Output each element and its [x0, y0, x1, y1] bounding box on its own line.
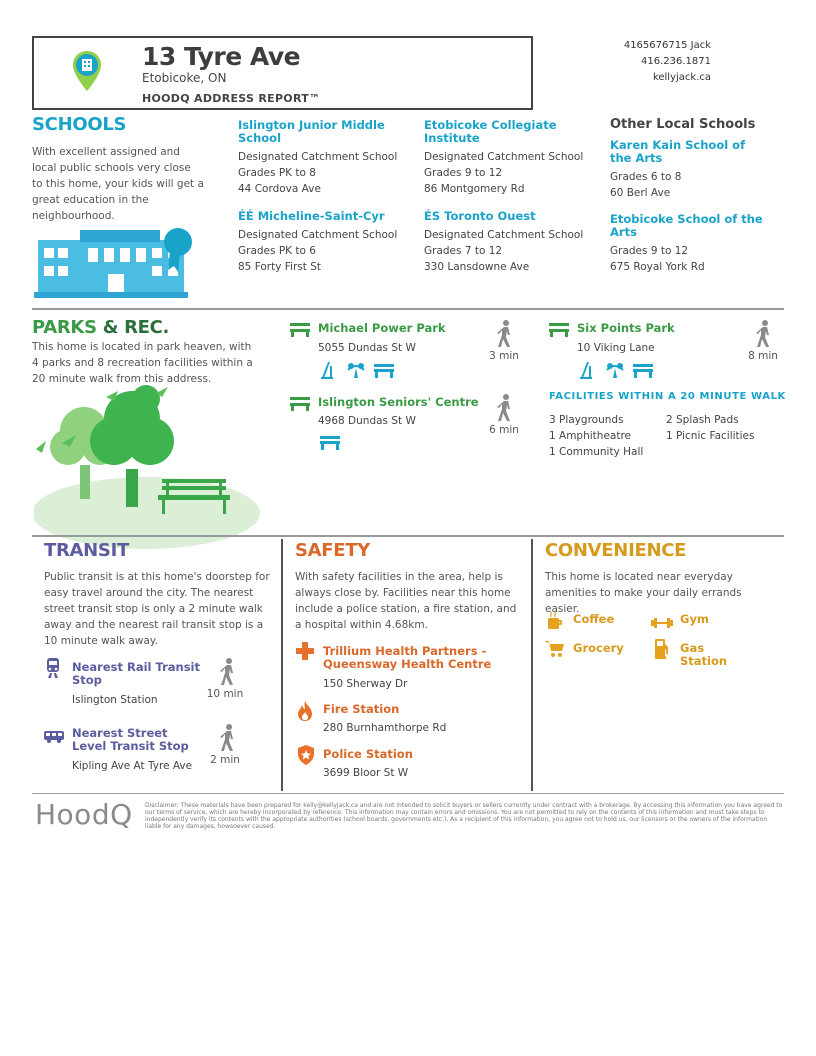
walking-icon [219, 658, 237, 690]
school-name[interactable]: Etobicoke School of the Arts [610, 212, 763, 239]
school-address: 86 Montgomery Rd [424, 183, 525, 195]
school-item[interactable] [424, 119, 594, 197]
divider [32, 793, 784, 794]
gym-dumbbell-icon [651, 614, 673, 633]
school-type: Designated Catchment School [238, 151, 398, 163]
bus-icon [44, 728, 64, 747]
park-facility-icons [579, 360, 659, 384]
hospital-name[interactable]: Trillium Health Partners - Queensway Health Centre [323, 644, 492, 671]
walking-icon [755, 320, 773, 352]
other-school-item[interactable] [610, 139, 770, 201]
walk-time: 3 min [489, 350, 519, 362]
street-transit-stop[interactable]: Kipling Ave At Tyre Ave [72, 760, 193, 772]
school-item[interactable] [424, 210, 594, 275]
school-address: 60 Berl Ave [610, 187, 671, 199]
school-grades: Grades 6 to 8 [610, 171, 682, 183]
park-name[interactable]: Six Points Park [577, 321, 675, 335]
disclaimer-text: Disclaimer: These materials have been prepared for kelly@kellyjack.ca and are not intended to solicit buyers or sellers currently under contract with a brokerage. By accessing this information you have agreed to our terms of service, which are hereby incorporated by reference. This information may contain errors and omissions. You are not permitted to rely on the contents of this information and must take steps to independently verify its contents with the appropriate authorities (school boards, governments etc.). As a recipient of this information, you agree not to hold us, our licensors or the owners of the information liable for any damages, howsoever caused. [145, 802, 783, 830]
gas-station-label[interactable]: Gas Station [680, 641, 728, 668]
school-type: Designated Catchment School [238, 229, 398, 241]
school-grades: Grades PK to 8 [238, 167, 316, 179]
walking-icon [496, 320, 514, 352]
walking-icon [496, 394, 514, 426]
school-grades: Grades 9 to 12 [424, 167, 503, 179]
park-address: 5055 Dundas St W [318, 342, 416, 354]
parks-title [32, 317, 169, 338]
gym-label[interactable]: Gym [680, 612, 709, 626]
facility-item: 3 Playgrounds [549, 414, 624, 426]
facilities-left-list [549, 412, 643, 460]
park-bench-icon [290, 322, 310, 341]
fire-station-address: 280 Burnhamthorpe Rd [323, 722, 447, 734]
grocery-label[interactable]: Grocery [573, 641, 624, 655]
walk-time: 8 min [748, 350, 778, 362]
school-name[interactable]: Etobicoke Collegiate Institute [424, 118, 557, 145]
facilities-title: FACILITIES WITHIN A 20 MINUTE WALK [549, 391, 786, 402]
school-building-icon [34, 226, 196, 308]
convenience-title: CONVENIENCE [545, 540, 687, 561]
train-icon [46, 658, 60, 682]
park-trees-illustration [34, 385, 264, 559]
rail-transit-stop[interactable]: Islington Station [72, 694, 158, 706]
gas-pump-icon [655, 639, 669, 663]
facilities-right-list [666, 412, 755, 444]
facility-item: 2 Splash Pads [666, 414, 739, 426]
convenience-intro: This home is located near everyday amenities to make your daily errands easier. [545, 571, 742, 615]
hoodq-logo: HoodQ [35, 798, 133, 831]
contact-phone-1: 4165676715 Jack [623, 40, 711, 51]
other-school-item[interactable] [610, 213, 770, 275]
park-address: 4968 Dundas St W [318, 415, 416, 427]
walk-time: 2 min [210, 754, 240, 766]
transit-title: TRANSIT [44, 540, 129, 561]
transit-intro: Public transit is at this home's doorstep for easy travel around the city. The nearest street transit stop is only a 2 minute walk away and the nearest rail transit stop is a 10 minute walk away. [44, 571, 270, 647]
schools-title: SCHOOLS [32, 114, 127, 135]
walk-time: 10 min [206, 688, 244, 700]
park-bench-icon [290, 396, 310, 415]
safety-intro: With safety facilities in the area, help is always close by. Facilities near this home include a police station, a fire station, and a hospital within 4.68km. [295, 571, 517, 631]
police-badge-icon [298, 745, 314, 769]
hospital-address: 150 Sherway Dr [323, 678, 408, 690]
school-item[interactable] [238, 119, 408, 197]
school-name[interactable]: ÉS Toronto Ouest [424, 209, 536, 223]
walk-time: 6 min [489, 424, 519, 436]
safety-title: SAFETY [295, 540, 370, 561]
police-station-address: 3699 Bloor St W [323, 767, 409, 779]
facility-item: 1 Amphitheatre [549, 430, 631, 442]
coffee-icon [547, 612, 563, 634]
schools-intro: With excellent assigned and local public schools very close to this home, your kids will get a great education in the neighbourhood. [32, 146, 204, 222]
park-name[interactable]: Islington Seniors' Centre [318, 395, 479, 409]
school-name[interactable]: Karen Kain School of the Arts [610, 138, 746, 165]
coffee-label[interactable]: Coffee [573, 612, 615, 626]
school-address: 675 Royal York Rd [610, 261, 705, 273]
other-schools-title: Other Local Schools [610, 117, 756, 132]
parks-title-b: & REC. [96, 317, 170, 338]
school-name[interactable]: Islington Junior Middle School [238, 118, 385, 145]
police-station-name[interactable]: Police Station [323, 747, 413, 761]
divider [32, 535, 784, 537]
rail-transit-label: Nearest Rail Transit Stop [72, 660, 200, 687]
address-title: 13 Tyre Ave [142, 42, 301, 71]
walking-icon [219, 724, 237, 756]
column-divider [531, 539, 533, 791]
school-grades: Grades 7 to 12 [424, 245, 503, 257]
school-address: 330 Lansdowne Ave [424, 261, 530, 273]
address-city: Etobicoke, ON [142, 71, 227, 85]
school-address: 85 Forty First St [238, 261, 321, 273]
park-name[interactable]: Michael Power Park [318, 321, 446, 335]
school-type: Designated Catchment School [424, 229, 584, 241]
street-transit-label: Nearest Street Level Transit Stop [72, 726, 189, 753]
picnic-table-icon [320, 434, 340, 454]
school-grades: Grades PK to 6 [238, 245, 316, 257]
park-facility-icons [320, 360, 400, 384]
parks-title-a: PARKS [32, 317, 97, 338]
fire-station-name[interactable]: Fire Station [323, 702, 400, 716]
contact-website[interactable]: kellyjack.ca [652, 72, 711, 83]
facility-item: 1 Community Hall [549, 446, 644, 458]
school-address: 44 Cordova Ave [238, 183, 321, 195]
column-divider [281, 539, 283, 791]
school-name[interactable]: ÉÉ Micheline-Saint-Cyr [238, 209, 385, 223]
school-grades: Grades 9 to 12 [610, 245, 689, 257]
fire-icon [297, 701, 313, 725]
divider [32, 308, 784, 310]
park-address: 10 Viking Lane [577, 342, 655, 354]
park-bench-icon [549, 322, 569, 341]
school-item[interactable] [238, 210, 408, 275]
report-label: HOODQ ADDRESS REPORT™ [142, 92, 321, 105]
school-type: Designated Catchment School [424, 151, 584, 163]
school-pin-icon [72, 50, 102, 96]
parks-intro: This home is located in park heaven, with 4 parks and 8 recreation facilities within a 20 minute walk from this address. [32, 341, 253, 385]
facility-item: 1 Picnic Facilities [666, 430, 755, 442]
grocery-cart-icon [545, 640, 565, 662]
contact-phone-2: 416.236.1871 [641, 56, 711, 67]
hospital-cross-icon [296, 642, 314, 664]
